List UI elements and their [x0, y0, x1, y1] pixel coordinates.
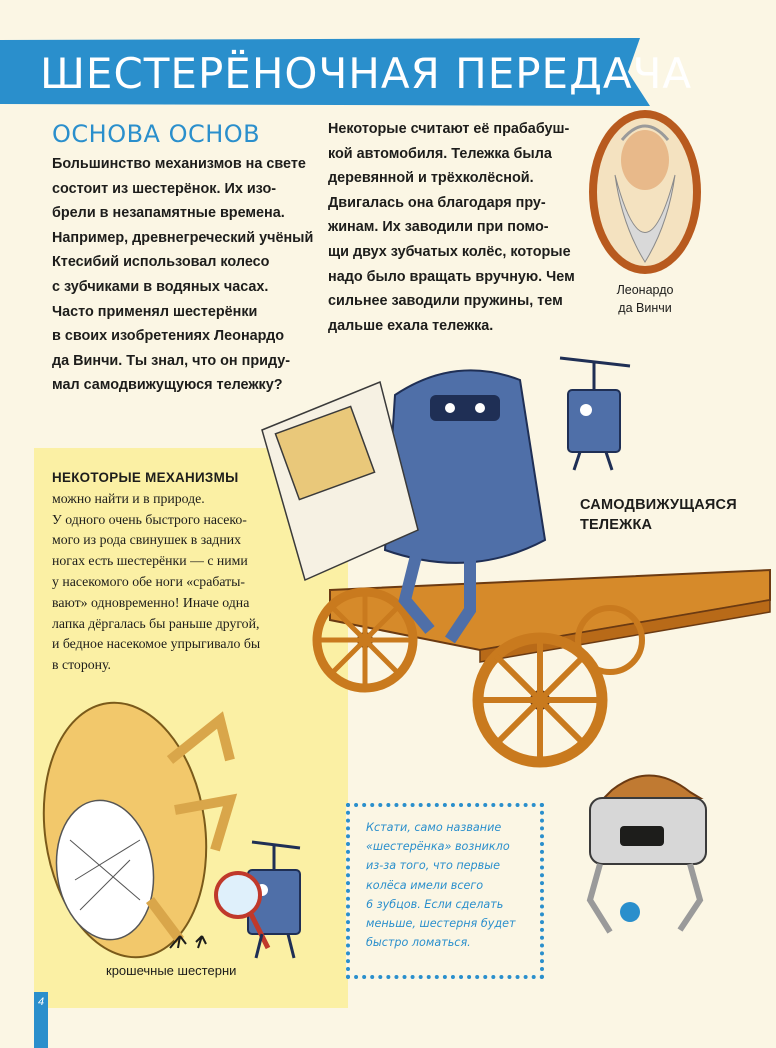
text-line: «шестерёнка» возникло [366, 840, 510, 854]
caption-line: да Винчи [618, 301, 672, 315]
nature-fact-text [52, 468, 314, 676]
text-line: в своих изобретениях Леонардо [52, 328, 284, 345]
text-line: с зубчиками в водяных часах. [52, 278, 269, 295]
cart-label-line: ТЕЛЕЖКА [580, 517, 653, 533]
text-line: и бедное насекомое упрыгивало бы [52, 636, 261, 652]
text-line: мал самодвижущуюся тележку? [52, 377, 283, 394]
text-line: Ктесибий использовал колесо [52, 254, 270, 271]
text-line: дальше ехала тележка. [328, 317, 494, 334]
beetle-illustration [28, 692, 230, 968]
hat-robot-illustration [590, 775, 706, 932]
section-heading: ОСНОВА ОСНОВ [52, 120, 261, 148]
text-line: Большинство механизмов на свете [52, 156, 306, 172]
cart-paragraph [328, 117, 590, 338]
page-title: ШЕСТЕРЁНОЧНАЯ ПЕРЕДАЧА [40, 49, 693, 98]
text-line: У одного очень быстрого насеко- [52, 511, 247, 527]
text-line: состоит из шестерёнок. Их изо- [52, 180, 277, 197]
cart-label [580, 495, 737, 535]
cart-illustration [262, 358, 770, 762]
text-line: Некоторые считают её прабабуш- [328, 121, 570, 137]
text-line: Кстати, само название [366, 821, 502, 834]
cart-label-line: САМОДВИЖУЩАЯСЯ [580, 497, 737, 513]
magnifier-robot-illustration [216, 842, 300, 958]
text-line: можно найти и в природе. [52, 490, 205, 506]
text-line: вают» одновременно! Иначе одна [52, 594, 250, 610]
text-line: у насекомого обе ноги «срабаты- [52, 573, 246, 589]
text-line: лапка дёргалась бы раньше другой, [52, 615, 260, 631]
leonardo-portrait [589, 110, 701, 274]
text-line: жинам. Их заводили при помо- [328, 219, 549, 236]
text-line: кой автомобиля. Тележка была [328, 145, 552, 162]
portrait-caption [590, 281, 700, 317]
text-line: да Винчи. Ты знал, что он приду- [52, 352, 291, 369]
caption-line: Леонардо [616, 283, 674, 297]
text-line: щи двух зубчатых колёс, которые [328, 243, 571, 260]
text-line: Двигалась она благодаря пру- [328, 194, 546, 211]
text-line: колёса имели всего [366, 878, 484, 892]
gear-caption: крошечные шестерни [106, 963, 237, 978]
text-line: деревянной и трёхколёсной. [328, 170, 534, 187]
page-number: 4 [37, 996, 45, 1008]
nature-fact-heading: НЕКОТОРЫЕ МЕХАНИЗМЫ [52, 470, 239, 485]
text-line: мого из рода свинушек в задних [52, 532, 241, 548]
text-line: надо было вращать вручную. Чем [328, 268, 575, 285]
text-line: быстро ломаться. [366, 936, 471, 950]
text-line: Часто применял шестерёнки [52, 303, 258, 320]
text-line: 6 зубцов. Если сделать [366, 897, 504, 911]
fun-fact-text [366, 818, 526, 952]
text-line: брели в незапамятные времена. [52, 205, 285, 222]
text-line: ногах есть шестерёнки — с ними [52, 553, 248, 569]
text-line: меньше, шестерня будет [366, 917, 516, 931]
text-line: сильнее заводили пружины, тем [328, 293, 563, 310]
text-line: Например, древнегреческий учёный [52, 229, 314, 246]
intro-paragraph [52, 152, 317, 398]
text-line: из-за того, что первые [366, 859, 500, 873]
text-line: в сторону. [52, 657, 111, 673]
